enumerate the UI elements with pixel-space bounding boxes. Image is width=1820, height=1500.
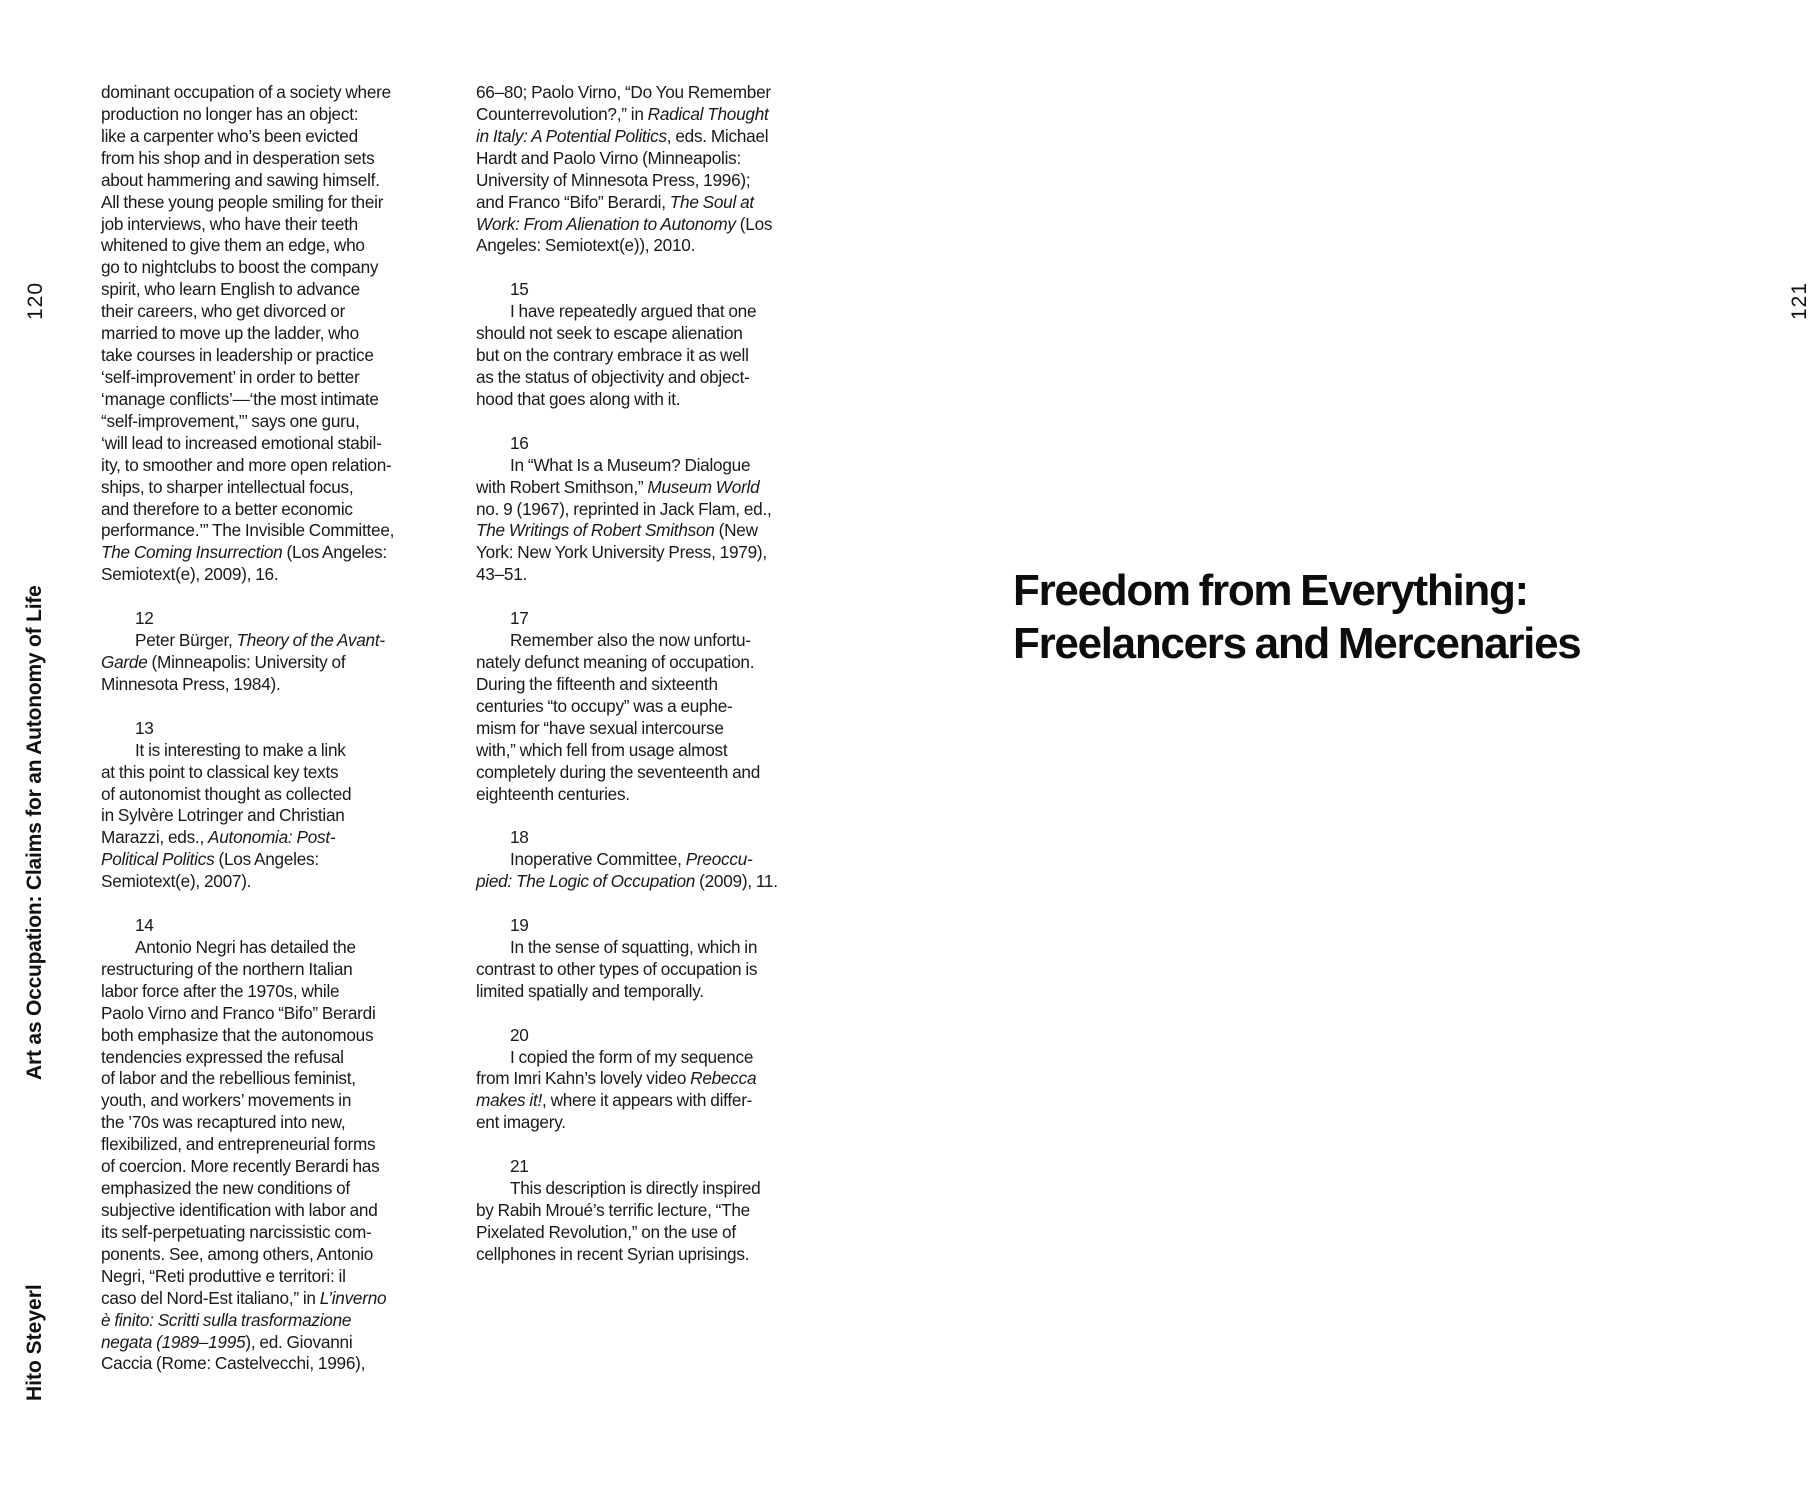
italic-title-text: L’inverno (319, 1287, 387, 1308)
note-text: job interviews, who have their teeth (101, 213, 358, 234)
note-text: Pixelated Revolution,” on the use of (476, 1221, 736, 1242)
footnote (476, 257, 821, 410)
footnote-line (101, 1134, 446, 1156)
note-text: and Franco “Bifo” Berardi, (476, 191, 670, 212)
note-text: about hammering and sawing himself. (101, 169, 380, 190)
footnote-number: 12 (135, 608, 154, 629)
footnote-gap (476, 257, 821, 279)
footnote-line (476, 1112, 821, 1134)
footnote-line (476, 674, 821, 696)
note-text: Negri, “Reti produttive e territori: il (101, 1265, 346, 1286)
note-text: at this point to classical key texts (101, 761, 339, 782)
footnote-line (101, 1156, 446, 1178)
footnote-line (476, 762, 821, 784)
footnote-line (101, 1266, 446, 1288)
italic-title-text: The Writings of Robert Smithson (476, 520, 715, 541)
italic-title-text: Museum World (647, 476, 760, 497)
note-text: dominant occupation of a society where (101, 82, 391, 102)
note-text: and therefore to a better economic (101, 498, 353, 519)
footnote-line (476, 148, 821, 170)
running-author-name: Hito Steyerl (23, 1284, 46, 1401)
note-text: centuries “to occupy” was a euphe- (476, 695, 733, 716)
footnote-line (476, 959, 821, 981)
note-text: performance.’” The Invisible Committee, (101, 520, 395, 541)
footnote-line (101, 433, 446, 455)
footnote-line (101, 389, 446, 411)
footnote-line (101, 630, 446, 652)
footnote-line (476, 1244, 821, 1266)
footnote-line (101, 411, 446, 433)
footnote-line (101, 214, 446, 236)
footnote-line (476, 630, 821, 652)
footnote-line (101, 279, 446, 301)
notes-column-2 (476, 82, 821, 1266)
footnote-line (101, 520, 446, 542)
footnote-line (476, 499, 821, 521)
note-text: ent imagery. (476, 1112, 566, 1133)
note-text: Paolo Virno and Franco “Bifo” Berardi (101, 1002, 376, 1023)
italic-title-text: makes it! (476, 1090, 543, 1111)
note-text: Marazzi, eds., (101, 827, 209, 848)
footnote-line (476, 696, 821, 718)
footnote (476, 1003, 821, 1135)
note-text: (New (714, 520, 758, 541)
footnote-line (101, 301, 446, 323)
note-text: This description is directly inspired (510, 1178, 761, 1199)
footnote-line (476, 564, 821, 586)
note-text: Angeles: Semiotext(e)), 2010. (476, 235, 696, 256)
note-text: like a carpenter who’s been evicted (101, 125, 358, 146)
footnote-continuation (101, 82, 446, 586)
right-page (910, 0, 1820, 1500)
footnote-line (476, 455, 821, 477)
footnote-line (476, 981, 821, 1003)
footnote-line (101, 1222, 446, 1244)
note-text: caso del Nord-Est italiano,” in (101, 1287, 320, 1308)
footnote-line (101, 1025, 446, 1047)
italic-title-text: Rebecca (690, 1068, 757, 1089)
note-text: 66–80; Paolo Virno, “Do You Remember (476, 82, 771, 102)
note-text: but on the contrary embrace it as well (476, 345, 749, 366)
note-text: completely during the seventeenth and (476, 761, 761, 782)
footnote-line (476, 389, 821, 411)
note-text: limited spatially and temporally. (476, 980, 704, 1001)
footnote (101, 586, 446, 696)
note-text: , eds. Michael (666, 125, 769, 146)
footnote (476, 586, 821, 805)
note-text: both emphasize that the autonomous (101, 1024, 374, 1045)
footnote-number: 14 (135, 915, 154, 936)
note-text: ships, to sharper intellectual focus, (101, 476, 354, 497)
footnote-line (101, 1310, 446, 1332)
running-chapter-title: Art as Occupation: Claims for an Autonomy of Life (23, 585, 46, 1080)
footnote-line (101, 937, 446, 959)
note-text: of coercion. More recently Berardi has (101, 1156, 380, 1177)
footnote-line (101, 849, 446, 871)
footnote-line (101, 148, 446, 170)
note-text: During the fifteenth and sixteenth (476, 673, 718, 694)
footnote-line (101, 1288, 446, 1310)
note-text: Inoperative Committee, (510, 849, 686, 870)
footnote-line (476, 1090, 821, 1112)
note-text: its self-perpetuating narcissistic com- (101, 1221, 372, 1242)
note-text: Peter Bürger, (135, 630, 237, 651)
note-text: University of Minnesota Press, 1996); (476, 169, 751, 190)
footnote-line (101, 367, 446, 389)
note-text: Minnesota Press, 1984). (101, 673, 281, 694)
note-text: Counterrevolution?,” in (476, 103, 648, 124)
footnote (476, 893, 821, 1003)
footnote-line (101, 192, 446, 214)
footnote-number: 17 (510, 608, 529, 629)
footnote-line (476, 214, 821, 236)
footnote (101, 893, 446, 1375)
note-text: In “What Is a Museum? Dialogue (510, 454, 751, 475)
footnote-line (476, 367, 821, 389)
footnote-number: 15 (510, 279, 529, 300)
footnote-line (101, 235, 446, 257)
footnote (476, 805, 821, 893)
footnote-line (101, 170, 446, 192)
footnote-line (476, 235, 821, 257)
italic-title-text: in Italy: A Potential Politics (476, 125, 667, 146)
note-text: Hardt and Paolo Virno (Minneapolis: (476, 147, 742, 168)
italic-title-text: The Coming Insurrection (101, 542, 283, 563)
note-text: (2009), 11. (695, 871, 778, 892)
footnote-gap (476, 586, 821, 608)
note-text: tendencies expressed the refusal (101, 1046, 344, 1067)
footnote-line (101, 499, 446, 521)
note-text: subjective identification with labor and (101, 1200, 378, 1221)
footnote-line (101, 1332, 446, 1354)
note-text: (Los Angeles: (214, 849, 319, 870)
notes-column-1 (101, 82, 446, 1375)
note-text: whitened to give them an edge, who (101, 235, 365, 256)
note-text: I have repeatedly argued that one (510, 301, 757, 322)
note-text: ‘manage conflicts’—‘the most intimate (101, 388, 379, 409)
note-text: Antonio Negri has detailed the (135, 936, 356, 957)
note-text: married to move up the ladder, who (101, 323, 359, 344)
note-text: go to nightclubs to boost the company (101, 257, 379, 278)
footnote-line (101, 784, 446, 806)
footnote-gap (476, 1134, 821, 1156)
footnote-line (101, 1353, 446, 1375)
footnote-line (101, 1244, 446, 1266)
footnote-line (101, 1112, 446, 1134)
footnote-line (101, 477, 446, 499)
note-text: “self-improvement,”’ says one guru, (101, 410, 360, 431)
footnote-line (476, 345, 821, 367)
footnote-line (101, 740, 446, 762)
note-text: 43–51. (476, 564, 528, 585)
footnote-line (101, 805, 446, 827)
note-text: restructuring of the northern Italian (101, 958, 353, 979)
footnote-line (476, 104, 821, 126)
note-text: in Sylvère Lotringer and Christian (101, 805, 345, 826)
note-text: hood that goes along with it. (476, 388, 681, 409)
footnote-line (101, 1047, 446, 1069)
note-text: (Los (735, 213, 773, 234)
footnote-line (101, 345, 446, 367)
note-text: flexibilized, and entrepreneurial forms (101, 1134, 376, 1155)
note-text: It is interesting to make a link (135, 739, 346, 760)
footnote-number: 18 (510, 827, 529, 848)
footnote-line (101, 871, 446, 893)
note-text: In the sense of squatting, which in (510, 936, 758, 957)
italic-title-text: Garde (101, 651, 148, 672)
note-text: (Minneapolis: University of (147, 651, 346, 672)
footnote-line (476, 301, 821, 323)
note-text: Caccia (Rome: Castelvecchi, 1996), (101, 1353, 366, 1374)
note-text: All these young people smiling for their (101, 191, 384, 212)
footnote-gap (101, 893, 446, 915)
footnote (101, 696, 446, 893)
footnote-line (101, 564, 446, 586)
footnote-line (101, 1090, 446, 1112)
chapter-title-line: Freelancers and Mercenaries (1013, 619, 1581, 668)
footnote-continuation (476, 82, 821, 257)
note-text: York: New York University Press, 1979), (476, 542, 767, 563)
note-text: their careers, who get divorced or (101, 301, 346, 322)
note-text: from his shop and in desperation sets (101, 147, 375, 168)
footnote-gap (101, 586, 446, 608)
footnote (476, 1134, 821, 1266)
footnote-number: 16 (510, 432, 529, 453)
footnote-line (101, 981, 446, 1003)
footnote-line (476, 1047, 821, 1069)
footnote-line (476, 1068, 821, 1090)
footnote-gap (476, 893, 821, 915)
footnote-line (101, 1178, 446, 1200)
note-text: ‘self-improvement’ in order to better (101, 366, 360, 387)
note-text: emphasized the new conditions of (101, 1178, 350, 1199)
footnote-line (101, 674, 446, 696)
note-text: with Robert Smithson,” (476, 476, 648, 497)
italic-title-text: Preoccu- (685, 849, 753, 870)
footnote-line (476, 718, 821, 740)
footnote-line (476, 542, 821, 564)
italic-title-text: Theory of the Avant- (236, 630, 385, 651)
footnote-gap (476, 411, 821, 433)
footnote-line (101, 652, 446, 674)
footnote-line (476, 477, 821, 499)
note-text: ity, to smoother and more open relation- (101, 454, 392, 475)
note-text: Remember also the now unfortu- (510, 630, 751, 651)
footnote-number: 20 (510, 1024, 529, 1045)
note-text: contrast to other types of occupation is (476, 958, 758, 979)
note-text: ponents. See, among others, Antonio (101, 1243, 374, 1264)
footnote-line (476, 740, 821, 762)
note-text: I copied the form of my sequence (510, 1046, 754, 1067)
footnote-line (476, 126, 821, 148)
footnote-gap (476, 805, 821, 827)
footnote-line (476, 1178, 821, 1200)
footnote-line (101, 82, 446, 104)
footnote-line (476, 192, 821, 214)
footnote-line (476, 82, 821, 104)
footnote-line (101, 762, 446, 784)
note-text: as the status of objectivity and object- (476, 366, 750, 387)
footnote-line (476, 1222, 821, 1244)
note-text: production no longer has an object: (101, 103, 359, 124)
note-text: nately defunct meaning of occupation. (476, 651, 755, 672)
note-text: labor force after the 1970s, while (101, 980, 340, 1001)
note-text: Semiotext(e), 2009), 16. (101, 564, 279, 585)
footnote-line (101, 959, 446, 981)
note-text: mism for “have sexual intercourse (476, 717, 724, 738)
note-text: with,” which fell from usage almost (476, 739, 728, 760)
note-text: from Imri Kahn’s lovely video (476, 1068, 691, 1089)
note-text: youth, and workers’ movements in (101, 1090, 352, 1111)
note-text: spirit, who learn English to advance (101, 279, 360, 300)
note-text: ), ed. Giovanni (245, 1331, 353, 1352)
footnote-line (476, 323, 821, 345)
page-number-right: 121 (1788, 281, 1811, 320)
chapter-title (1013, 564, 1580, 670)
note-text: cellphones in recent Syrian uprisings. (476, 1243, 750, 1264)
footnote-line (101, 1068, 446, 1090)
footnote-line (101, 104, 446, 126)
footnote-line (101, 257, 446, 279)
italic-title-text: The Soul at (669, 191, 754, 212)
note-text: , where it appears with differ- (542, 1090, 753, 1111)
italic-title-text: è finito: Scritti sulla trasformazione (101, 1309, 352, 1330)
footnote-gap (101, 696, 446, 718)
footnote-line (476, 784, 821, 806)
italic-title-text: negata (1989–1995 (101, 1331, 246, 1352)
footnote-number: 13 (135, 717, 154, 738)
footnote-line (101, 455, 446, 477)
note-text: no. 9 (1967), reprinted in Jack Flam, ed., (476, 498, 772, 519)
note-text: (Los Angeles: (282, 542, 387, 563)
footnote-line (476, 871, 821, 893)
footnote-line (101, 827, 446, 849)
note-text: ‘will lead to increased emotional stabil- (101, 432, 382, 453)
note-text: eighteenth centuries. (476, 783, 630, 804)
note-text: take courses in leadership or practice (101, 345, 374, 366)
footnote-line (476, 849, 821, 871)
footnote-number: 19 (510, 915, 529, 936)
note-text: Semiotext(e), 2007). (101, 871, 252, 892)
italic-title-text: Autonomia: Post- (208, 827, 336, 848)
italic-title-text: Political Politics (101, 849, 215, 870)
footnote-line (476, 652, 821, 674)
footnote-line (101, 1200, 446, 1222)
footnote-number: 21 (510, 1156, 529, 1177)
footnote-line (101, 1003, 446, 1025)
footnote-line (476, 520, 821, 542)
note-text: of labor and the rebellious feminist, (101, 1068, 356, 1089)
note-text: of autonomist thought as collected (101, 783, 352, 804)
footnote-gap (476, 1003, 821, 1025)
footnote-line (476, 170, 821, 192)
footnote-line (101, 323, 446, 345)
footnote-line (476, 937, 821, 959)
footnote-line (476, 1200, 821, 1222)
footnote (476, 411, 821, 586)
footnote-line (101, 542, 446, 564)
footnote-line (101, 126, 446, 148)
chapter-title-line: Freedom from Everything: (1013, 566, 1528, 615)
italic-title-text: Radical Thought (647, 103, 769, 124)
italic-title-text: Work: From Alienation to Autonomy (476, 213, 736, 234)
italic-title-text: pied: The Logic of Occupation (476, 871, 696, 892)
page-number-left: 120 (24, 281, 47, 320)
note-text: by Rabih Mroué’s terrific lecture, “The (476, 1200, 750, 1221)
note-text: the ’70s was recaptured into new, (101, 1112, 346, 1133)
note-text: should not seek to escape alienation (476, 323, 743, 344)
